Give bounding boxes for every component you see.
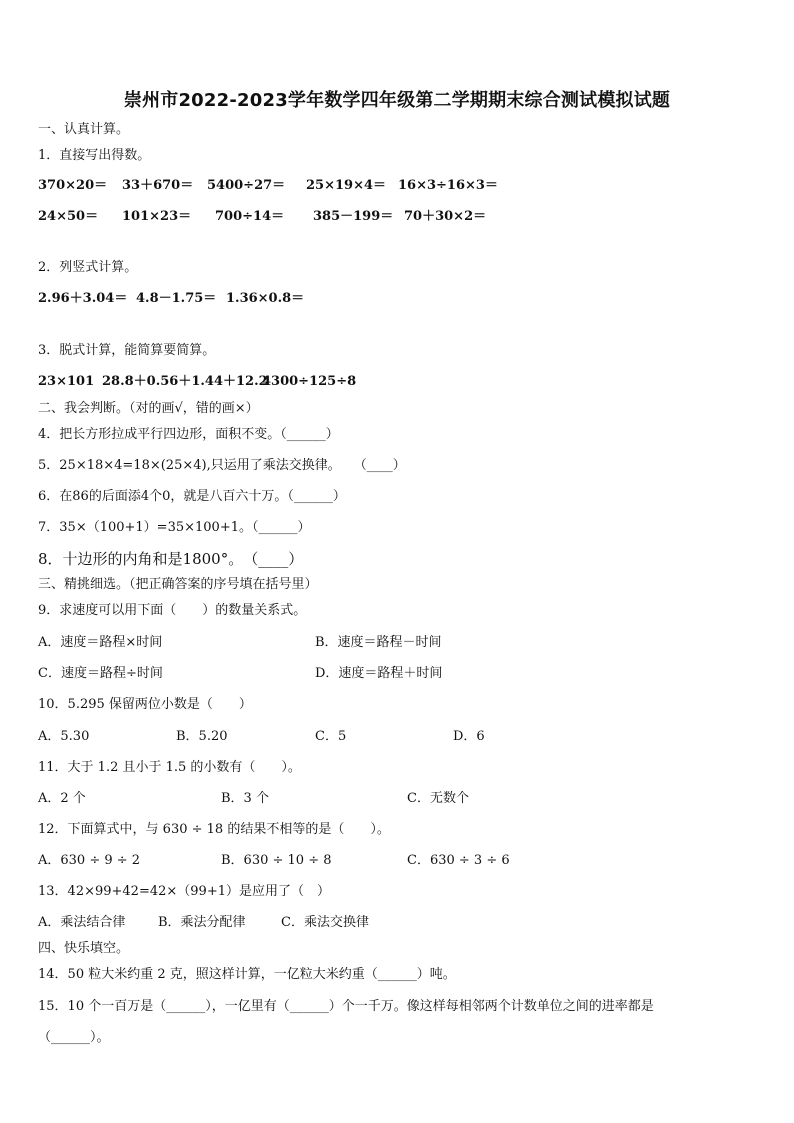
question-11-stem: 11．大于 1.2 且小于 1.5 的小数有（ ）。	[38, 760, 301, 775]
question-10-stem: 10．5.295 保留两位小数是（ ）	[38, 697, 252, 712]
section-heading-1: 一、认真计算。	[38, 122, 130, 137]
q12-option-b: B．630 ÷ 10 ÷ 8	[221, 853, 332, 868]
q10-option-b: B．5.20	[176, 729, 228, 744]
q1-item: 25×19×4＝	[306, 178, 387, 193]
q1-item: 16×3÷16×3＝	[398, 178, 498, 193]
q2-item: 4.8－1.75＝	[136, 291, 217, 306]
question-13-stem: 13．42×99+42=42×（99+1）是应用了（ ）	[38, 884, 330, 899]
question-14: 14．50 粒大米约重 2 克，照这样计算，一亿粒大米约重（______）吨。	[38, 967, 456, 982]
q1-item: 70＋30×2＝	[404, 209, 487, 224]
q9-option-d: D．速度＝路程＋时间	[315, 666, 443, 681]
section-heading-4: 四、快乐填空。	[38, 941, 130, 956]
q1-item: 24×50＝	[38, 209, 99, 224]
q11-option-b: B．3 个	[221, 791, 269, 806]
q12-option-c: C．630 ÷ 3 ÷ 6	[407, 853, 510, 868]
q10-option-c: C．5	[315, 729, 347, 744]
question-1-heading: 1．直接写出得数。	[38, 148, 151, 163]
q1-item: 33＋670＝	[122, 178, 194, 193]
q11-option-a: A．2 个	[38, 791, 86, 806]
q1-item: 370×20＝	[38, 178, 108, 193]
q13-option-c: C．乘法交换律	[281, 915, 369, 930]
q13-option-b: B．乘法分配律	[158, 915, 246, 930]
section-heading-2: 二、我会判断。（对的画√，错的画×）	[38, 401, 259, 416]
question-6: 6．在86的后面添4个0，就是八百六十万。（______）	[38, 489, 346, 504]
q3-item: 4300÷125÷8	[262, 374, 357, 389]
q2-item: 1.36×0.8＝	[226, 291, 305, 306]
q12-option-a: A．630 ÷ 9 ÷ 2	[38, 853, 141, 868]
section-heading-3: 三、精挑细选。（把正确答案的序号填在括号里）	[38, 577, 318, 592]
question-5: 5．25×18×4=18×(25×4),只运用了乘法交换律。 （____）	[38, 458, 406, 473]
q1-item: 101×23＝	[122, 209, 192, 224]
q9-option-c: C．速度＝路程÷时间	[38, 666, 163, 681]
q1-item: 5400÷27＝	[207, 178, 286, 193]
question-4: 4．把长方形拉成平行四边形，面积不变。（______）	[38, 427, 339, 442]
q13-option-a: A．乘法结合律	[38, 915, 126, 930]
q1-item: 700÷14＝	[215, 209, 285, 224]
q3-item: 28.8＋0.56＋1.44＋12.2	[102, 374, 268, 389]
question-2-heading: 2．列竖式计算。	[38, 260, 138, 275]
question-15-line-2: （______）。	[38, 1030, 110, 1045]
page-title: 崇州市2022-2023学年数学四年级第二学期期末综合测试模拟试题	[123, 90, 671, 111]
q1-item: 385－199＝	[313, 209, 394, 224]
q10-option-d: D．6	[453, 729, 485, 744]
q10-option-a: A．5.30	[38, 729, 90, 744]
question-9-stem: 9．求速度可以用下面（ ）的数量关系式。	[38, 603, 307, 618]
question-3-heading: 3．脱式计算，能简算要简算。	[38, 343, 216, 358]
question-7: 7．35×（100+1）=35×100+1。（______）	[38, 520, 311, 535]
q9-option-b: B．速度＝路程－时间	[315, 635, 442, 650]
q3-item: 23×101	[38, 374, 95, 389]
q11-option-c: C．无数个	[407, 791, 469, 806]
q9-option-a: A．速度＝路程×时间	[38, 635, 163, 650]
question-12-stem: 12．下面算式中，与 630 ÷ 18 的结果不相等的是（ ）。	[38, 822, 390, 837]
question-8: 8．十边形的内角和是1800°。 （____）	[38, 550, 304, 568]
q2-item: 2.96＋3.04＝	[38, 291, 128, 306]
question-15-line-1: 15．10 个一百万是（______），一亿里有（______）个一千万。像这样每相邻两个计数单位之间的进率都是	[38, 999, 654, 1014]
